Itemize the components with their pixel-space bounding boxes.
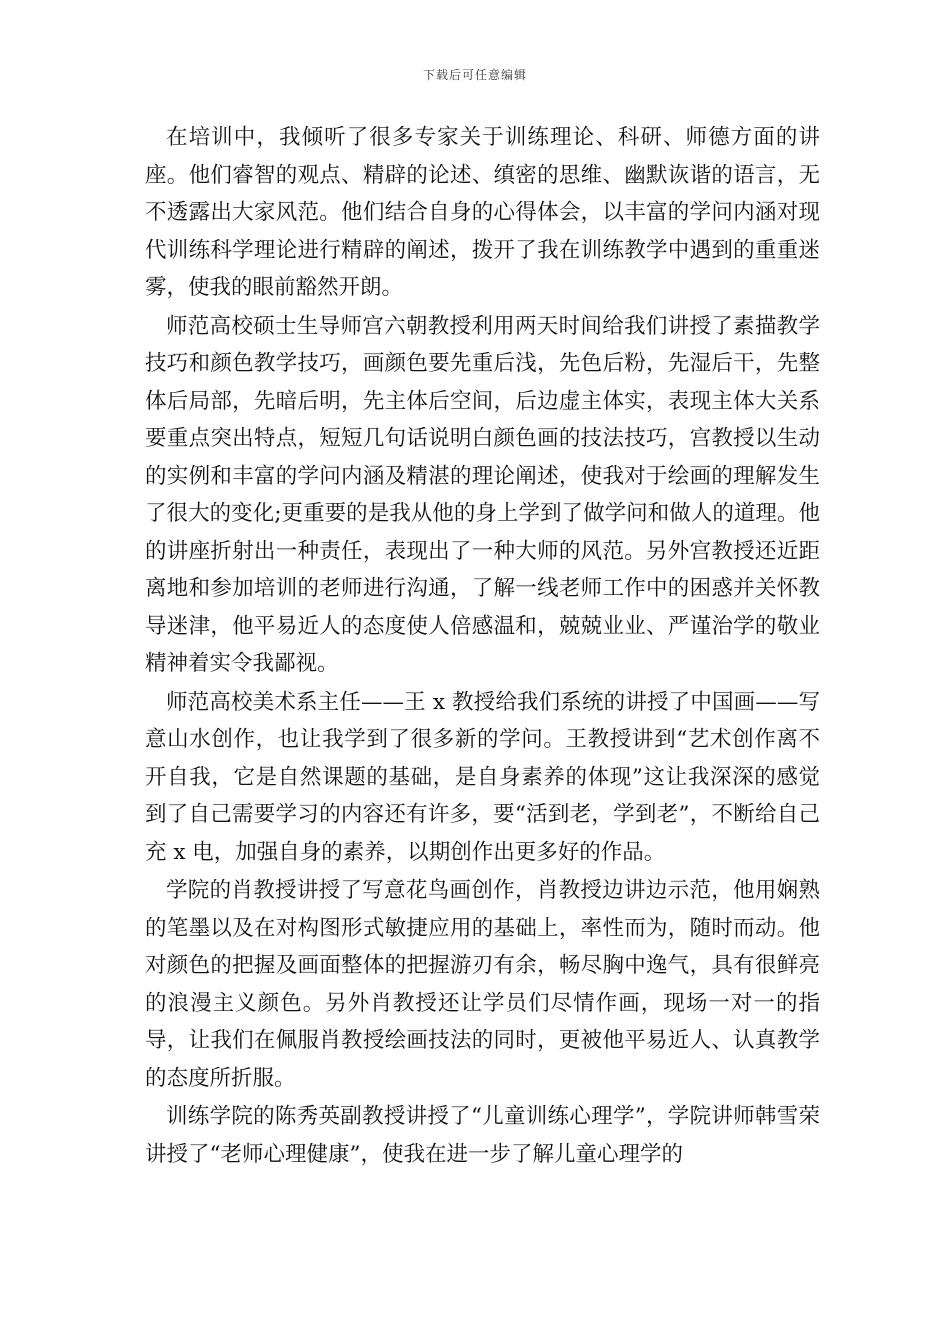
page-header: 下载后可任意编辑 — [422, 68, 527, 82]
paragraph-1: 在培训中，我倾听了很多专家关于训练理论、科研、师德方面的讲座。他们睿智的观点、精辟的论述、缜密的思维、幽默诙谐的语言，无不透露出大家风范。他们结合自身的心得体会，以丰富的学问内涵对现代训练科学理论进行精辟的阐述，拨开了我在训练教学中遇到的重重迷雾，使我的眼前豁然开朗。 — [145, 125, 820, 300]
paragraph-3: 师范高校美术系主任——王 x 教授给我们系统的讲授了中国画——写意山水创作，也让我学到了很多新的学问。王教授讲到“艺术创作离不开自我，它是自然课题的基础，是自身素养的体现”这让我深深的感觉到了自己需要学习的内容还有许多，要“活到老，学到老”，不断给自己充 x 电，加强自身的素养，以期创作出更多好的作品。 — [145, 689, 820, 865]
paragraph-4: 学院的肖教授讲授了写意花鸟画创作，肖教授边讲边示范，他用娴熟的笔墨以及在对构图形式敏捷应用的基础上，率性而为，随时而动。他对颜色的把握及画面整体的把握游刃有余，畅尽胸中逸气，具有很鲜亮的浪漫主义颜色。另外肖教授还让学员们尽情作画，现场一对一的指导，让我们在佩服肖教授绘画技法的同时，更被他平易近人、认真教学的态度所折服。 — [145, 878, 820, 1091]
document-body — [145, 119, 820, 1174]
paragraph-2: 师范高校硕士生导师宫六朝教授利用两天时间给我们讲授了素描教学技巧和颜色教学技巧，画颜色要先重后浅，先色后粉，先湿后干，先整体后局部，先暗后明，先主体后空间，后边虚主体实，表现主体大关系要重点突出特点，短短几句话说明白颜色画的技法技巧，宫教授以生动的实例和丰富的学问内涵及精湛的理论阐述，使我对于绘画的理解发生了很大的变化;更重要的是我从他的身上学到了做学问和做人的道理。他的讲座折射出一种责任，表现出了一种大师的风范。另外宫教授还近距离地和参加培训的老师进行沟通，了解一线老师工作中的困惑并关怀教导迷津，他平易近人的态度使人倍感温和，兢兢业业、严谨治学的敬业精神着实令我鄙视。 — [145, 313, 820, 676]
paragraph-5: 训练学院的陈秀英副教授讲授了“儿童训练心理学”，学院讲师韩雪荣讲授了“老师心理健康”，使我在进一步了解儿童心理学的 — [145, 1104, 820, 1167]
